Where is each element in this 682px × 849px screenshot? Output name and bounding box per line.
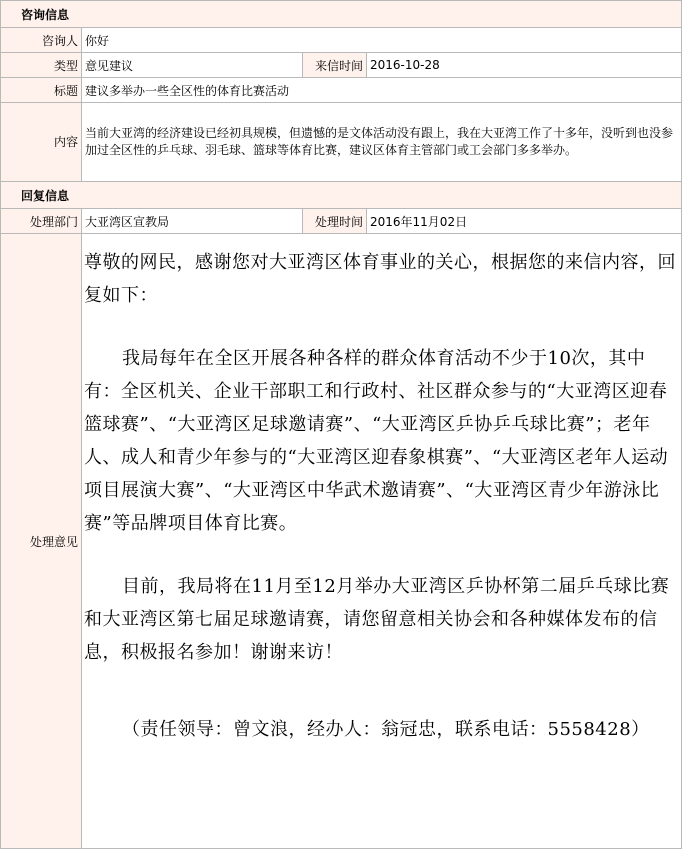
opinion-value bbox=[82, 234, 682, 849]
content-value: 当前大亚湾的经济建设已经初具规模，但遗憾的是文体活动没有跟上，我在大亚湾工作了十多年，没听到也没参加过全区性的乒乓球、羽毛球、篮球等体育比赛，建议区体育主管部门或工会部门多多举办。 bbox=[82, 103, 682, 182]
reply-paragraph-activities: 我局每年在全区开展各种各样的群众体育活动不少于10次，其中有：全区机关、企业干部职工和行政村、社区群众参与的“大亚湾区迎春篮球赛”、“大亚湾区足球邀请赛”、“大亚湾区乒协乒乓球比赛”；老年人、成人和青少年参与的“大亚湾区迎春象棋赛”、“大亚湾区老年人运动项目展演大赛”、“大亚湾区中华武术邀请赛”、“大亚湾区青少年游泳比赛”等品牌项目体育比赛。 bbox=[84, 348, 669, 534]
reply-paragraph-greeting: 尊敬的网民，感谢您对大亚湾区体育事业的关心，根据您的来信内容，回复如下： bbox=[84, 252, 676, 306]
reply-paragraph-contact: （责任领导：曾文浪，经办人：翁冠忠，联系电话：5558428） bbox=[122, 719, 650, 740]
time-value: 2016年11月02日 bbox=[367, 209, 682, 234]
consult-section-title: 咨询信息 bbox=[1, 1, 682, 28]
dept-value: 大亚湾区宣教局 bbox=[82, 209, 303, 234]
content-label: 内容 bbox=[1, 103, 82, 182]
date-label: 来信时间 bbox=[303, 53, 367, 78]
content-row bbox=[1, 103, 682, 182]
reply-paragraph-upcoming: 目前，我局将在11月至12月举办大亚湾区乒协杯第二届乒乓球比赛和大亚湾区第七届足球邀请赛，请您留意相关协会和各种媒体发布的信息，积极报名参加！谢谢来访！ bbox=[84, 576, 670, 663]
type-value: 意见建议 bbox=[82, 53, 303, 78]
type-date-row bbox=[1, 53, 682, 78]
paragraph-spacer bbox=[84, 312, 679, 342]
dept-label: 处理部门 bbox=[1, 209, 82, 234]
title-value: 建议多举办一些全区性的体育比赛活动 bbox=[82, 78, 682, 103]
title-row bbox=[1, 78, 682, 103]
time-label: 处理时间 bbox=[303, 209, 367, 234]
opinion-row bbox=[1, 234, 682, 849]
paragraph-spacer bbox=[84, 669, 679, 713]
reply-body bbox=[84, 246, 679, 746]
date-value: 2016-10-28 bbox=[367, 53, 682, 78]
reply-section-header-row bbox=[1, 182, 682, 209]
asker-row bbox=[1, 28, 682, 53]
asker-label: 咨询人 bbox=[1, 28, 82, 53]
dept-time-row bbox=[1, 209, 682, 234]
asker-value: 你好 bbox=[82, 28, 682, 53]
reply-section-title: 回复信息 bbox=[1, 182, 682, 209]
opinion-label: 处理意见 bbox=[1, 234, 82, 849]
paragraph-spacer bbox=[84, 540, 679, 570]
consult-section-header-row bbox=[1, 1, 682, 28]
type-label: 类型 bbox=[1, 53, 82, 78]
title-label: 标题 bbox=[1, 78, 82, 103]
